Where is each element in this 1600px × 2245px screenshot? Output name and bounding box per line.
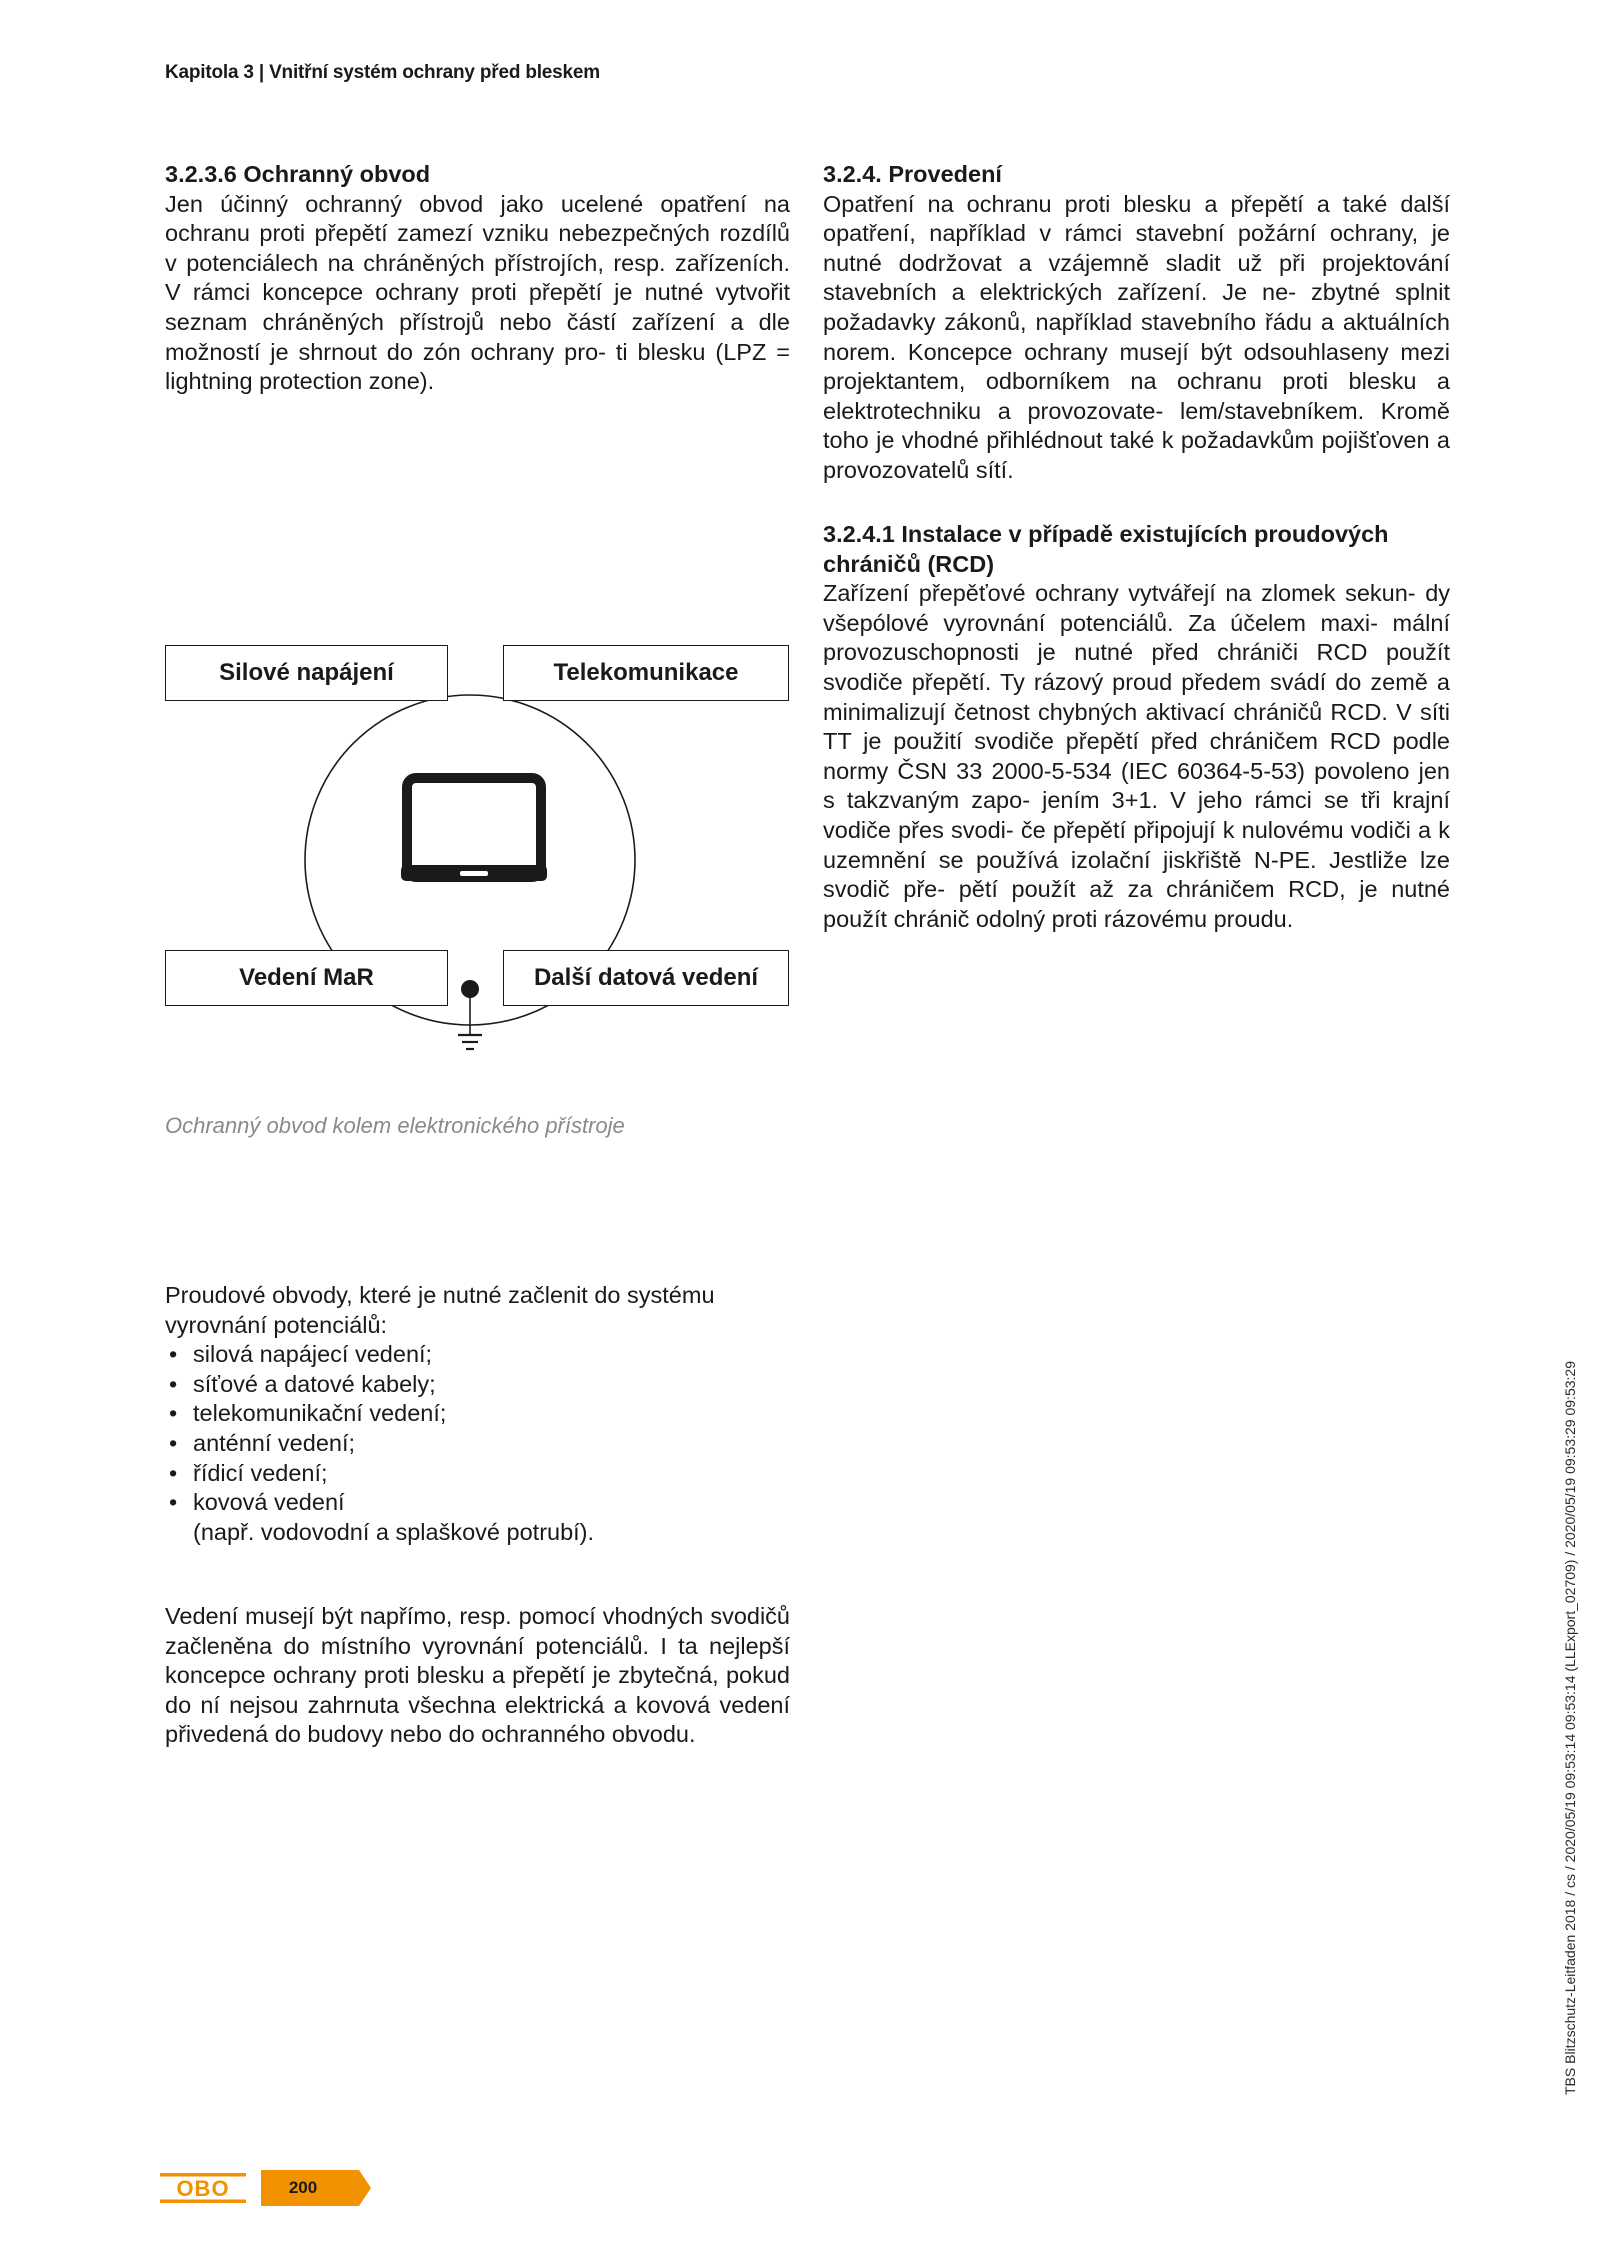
text-line: Jen účinný ochranný obvod jako ucelené opatření na <box>165 190 790 217</box>
text-line: ochranu proti blesku a elektrotechniku a provozovate- <box>823 368 1450 424</box>
text-line: Proudové obvody, které je nutné začlenit do systému <box>165 1282 715 1308</box>
box-measurement-control: Vedení MaR <box>165 950 448 1006</box>
text-line: je zbytečná, pokud do ní nejsou zahrnuta všechna <box>165 1662 790 1718</box>
text-line: elektrická a kovová vedení přivedená do budovy nebo <box>165 1691 790 1748</box>
laptop-icon <box>401 778 547 881</box>
bullet-note: (např. vodovodní a splaškové potrubí). <box>193 1518 595 1545</box>
intro-paragraph <box>165 1281 790 1340</box>
text-line: jením 3+1. V jeho rámci se tři krajní vodiče přes svodi- <box>823 787 1451 843</box>
heading-line: chráničů (RCD) <box>823 550 995 577</box>
section-heading: 3.2.3.6 Ochranný obvod <box>165 161 431 187</box>
logo-text: OBO <box>176 2176 230 2201</box>
list-item: • anténní vedení; <box>165 1429 790 1459</box>
text-line: lem/stavebníkem. Kromě toho je vhodné přihlédnout <box>823 397 1450 454</box>
obo-logo <box>160 2170 246 2206</box>
paragraph <box>165 190 790 397</box>
text-line: projektování stavebních a elektrických zařízení. Je ne- <box>823 249 1451 306</box>
text-line: pětí použít až za chráničem RCD, je nutné použít <box>823 876 1451 932</box>
text-line: ochrany, je nutné dodržovat a vzájemně sladit už při <box>823 220 1450 276</box>
protective-circuit-diagram <box>160 630 800 1070</box>
paragraph <box>165 1602 790 1750</box>
text-line: ochranu proti přepětí zamezí vzniku nebezpečných <box>165 220 710 247</box>
section-provedeni <box>823 160 1450 486</box>
text-line: použít svodiče přepětí. Ty rázový proud předem svádí <box>823 639 1450 695</box>
text-line: zařízeních. V rámci koncepce ochrany proti přepětí je <box>165 249 790 306</box>
text-line: dy všepólové vyrovnání potenciálů. Za účelem maxi- <box>823 580 1451 636</box>
running-header: Kapitola 3 | Vnitřní systém ochrany před bleskem <box>165 62 600 83</box>
box-other-data-lines: Další datová vedení <box>503 950 789 1006</box>
text-line: mální provozuschopnosti je nutné před chrániči RCD <box>823 609 1450 666</box>
text-line: če přepětí připojují k nulovému vodiči a k uzemnění se <box>823 816 1450 873</box>
section-heading: 3.2.4. Provedení <box>823 161 1002 187</box>
text-line: zařízení a dle možností je shrnout do zón ochrany pro- <box>165 308 790 365</box>
list-item: • kovová vedení <box>165 1488 790 1518</box>
text-line: ti blesku (LPZ = lightning protection zone). <box>165 338 790 395</box>
text-line: chráničem RCD podle normy ČSN 33 2000-5-534 <box>823 728 1450 784</box>
section-instalace-rcd <box>823 520 1450 934</box>
text-line: do ochranného obvodu. <box>448 1721 696 1748</box>
circuits-list-block <box>165 1281 790 1547</box>
text-line: řádu a aktuálních norem. Koncepce ochrany musejí <box>823 308 1450 365</box>
list-item: • silová napájecí vedení; <box>165 1340 790 1370</box>
list-item: • telekomunikační vedení; <box>165 1399 790 1429</box>
box-power-supply: Silové napájení <box>165 645 448 701</box>
section-ochranny-obvod <box>165 160 790 397</box>
text-line: do země a minimalizují četnost chybných aktivací <box>823 668 1450 725</box>
text-line: I ta nejlepší koncepce ochrany proti blesku a přepětí <box>165 1632 790 1689</box>
figure-caption: Ochranný obvod kolem elektronického přístroje <box>165 1113 625 1138</box>
bullet-list <box>165 1340 790 1518</box>
text-line: používá izolační jiskřiště N-PE. Jestliže lze svodič pře- <box>823 846 1450 903</box>
text-line: zbytné splnit požadavky zákonů, například stavebního <box>823 279 1450 335</box>
list-item: • síťové a datové kabely; <box>165 1370 790 1400</box>
heading-line: 3.2.4.1 Instalace v případě existujících proudových <box>823 521 1389 547</box>
paragraph <box>823 579 1450 934</box>
ground-node <box>461 980 479 998</box>
text-line: být odsouhlaseny mezi projektantem, odborníkem na <box>823 338 1450 395</box>
list-item: • řídicí vedení; <box>165 1459 790 1489</box>
text-line: (IEC 60364-5-53) povoleno jen s takzvaným zapo- <box>823 757 1451 814</box>
text-line: další opatření, například v rámci stavební požární <box>823 190 1450 247</box>
text-line: svodičů začleněna do místního vyrovnání potenciálů. <box>165 1603 790 1659</box>
print-metadata-vertical: TBS Blitzschutz-Leitfaden 2018 / cs / 2020/05/19 09:53:14 09:53:14 (LLExport_02709) / 2020/05/19 09:53:29 09:53:29 <box>1562 1361 1578 2095</box>
paragraph-lines-integration <box>165 1602 790 1750</box>
text-line: Zařízení přepěťové ochrany vytvářejí na zlomek sekun- <box>823 580 1416 607</box>
text-line: chráničů RCD. V síti TT je použití svodiče přepětí před <box>823 698 1451 755</box>
text-line: vyrovnání potenciálů: <box>165 1311 388 1338</box>
paragraph <box>823 190 1450 486</box>
page-number: 200 <box>288 2178 318 2197</box>
text-line: Vedení musejí být napřímo, resp. pomocí vhodných <box>165 1603 704 1629</box>
text-line: rozdílů v potenciálech na chráněných přístrojích, resp. <box>165 220 791 276</box>
text-line: chránič odolný proti rázovému proudu. <box>893 905 1294 932</box>
text-line: nutné vytvořit seznam chráněných přístrojů nebo částí <box>165 279 790 335</box>
section-heading <box>823 520 1450 579</box>
box-telecommunications: Telekomunikace <box>503 645 789 701</box>
text-line: také k požadavkům pojišťoven a provozovatelů sítí. <box>823 427 1451 483</box>
text-line: Opatření na ochranu proti blesku a přepětí a také <box>823 190 1388 217</box>
